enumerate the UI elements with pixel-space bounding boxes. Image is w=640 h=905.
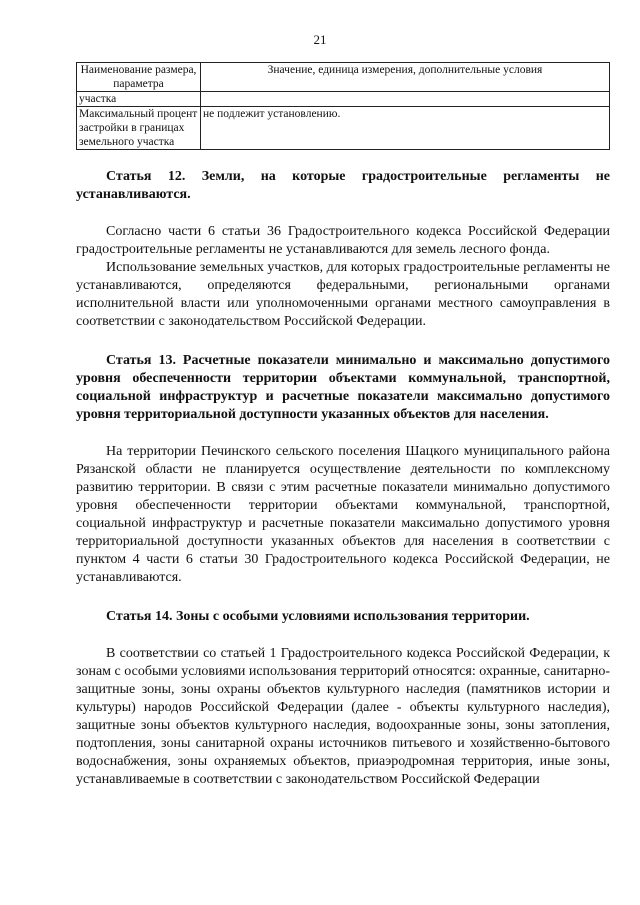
table-cell: участка xyxy=(77,92,201,107)
article-14-paragraph: В соответствии со статьей 1 Градостроительного кодекса Российской Федерации, к зонам с особыми условиями использования территорий относятся: охранные, санитарно-защитные зоны, зоны охраны объектов культурного наследия (памятников истории и культуры) народов Российской Федерации (далее - объекты культурного наследия), защитные зоны объектов культурного наследия, водоохранные зоны, зоны затопления, подтопления, зоны санитарной охраны источников питьевого и хозяйственно-бытового водоснабжения, зоны охраняемых объектов, приаэродромная территория, иные зоны, устанавливаемые в соответствии с законодательством Российской Федерации xyxy=(76,646,610,787)
table-cell: Максимальный процент застройки в границах земельного участка xyxy=(77,107,201,150)
table-header-cell: Наименование размера, параметра xyxy=(77,63,201,92)
table-cell: не подлежит установлению. xyxy=(201,107,610,150)
article-12-title: Статья 12. Земли, на которые градостроительные регламенты не устанавливаются. xyxy=(76,169,610,202)
article-14-title: Статья 14. Зоны с особыми условиями использования территории. xyxy=(106,609,530,624)
table-cell xyxy=(201,92,610,107)
article-13-paragraph: На территории Печинского сельского поселения Шацкого муниципального района Рязанской области не планируется осуществление деятельности по комплексному развитию территории. В связи с этим расчетные показатели минимально допустимого уровня обеспеченности территории объектами коммунальной, транспортной, социальной инфраструктур и расчетные показатели максимально допустимого уровня территориальной доступности указанных объектов для населения в соответствии с пунктом 4 части 6 статьи 30 Градостроительного кодекса Российской Федерации, не устанавливаются. xyxy=(76,444,610,585)
page-number: 21 xyxy=(313,32,327,47)
parameters-table xyxy=(76,62,610,150)
document-body xyxy=(76,168,610,789)
table-row xyxy=(77,107,610,150)
table-header-cell: Значение, единица измерения, дополнительные условия xyxy=(201,63,610,92)
article-13-title: Статья 13. Расчетные показатели минимально и максимально допустимого уровня обеспеченности территории объектами коммунальной, транспортной, социальной инфраструктур и расчетные показатели максимально допустимого уровня территориальной доступности указанных объектов для населения. xyxy=(76,353,610,422)
table-row xyxy=(77,92,610,107)
table-header-row xyxy=(77,63,610,92)
article-12-paragraph: Согласно части 6 статьи 36 Градостроительного кодекса Российской Федерации градостроительные регламенты не устанавливаются для земель лесного фонда. xyxy=(76,224,610,257)
article-12-paragraph: Использование земельных участков, для которых градостроительные регламенты не устанавливаются, определяются федеральными, региональными органами исполнительной власти или уполномоченными органами местного самоуправления в соответствии с законодательством Российской Федерации. xyxy=(76,260,610,329)
